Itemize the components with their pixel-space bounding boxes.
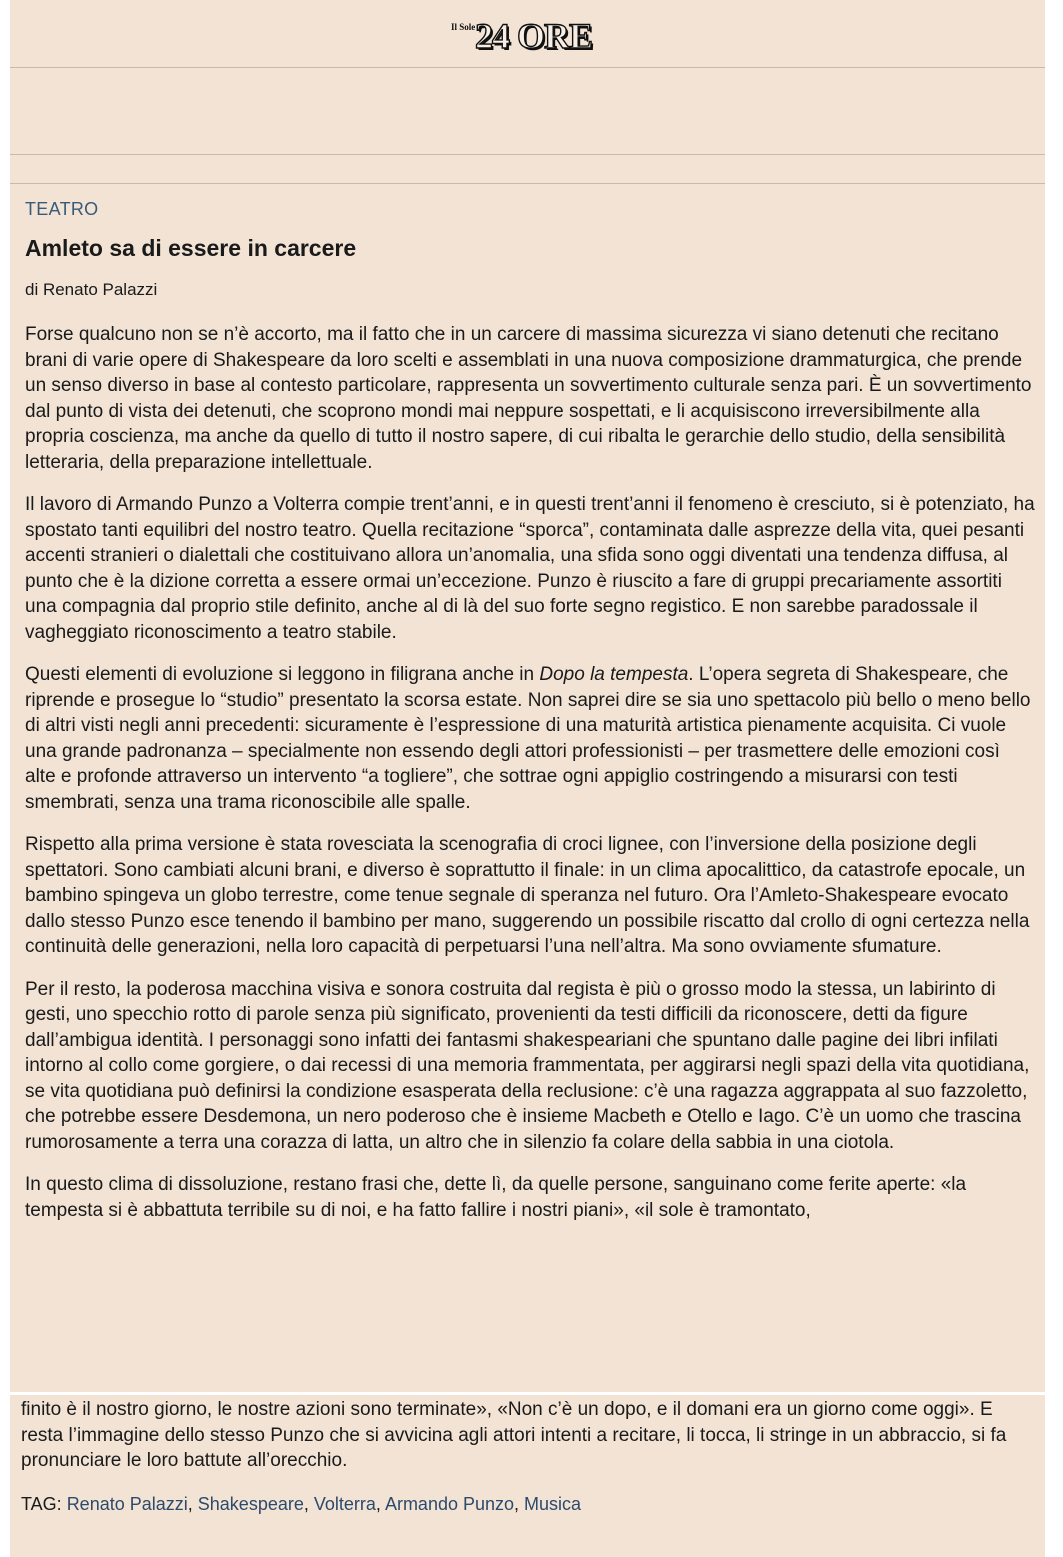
paragraph-4: Rispetto alla prima versione è stata rovesciata la scenografia di croci lignee, con l’inversione della posizione degli spettatori. Sono cambiati alcuni brani, e diverso è soprattutto il finale: in un clima apocalittico, da catastrofe epocale, un bambino spingeva un globo terrestre, come tenue segnale di speranza nel futuro. Ora l’Amleto-Shakespeare evocato dallo stesso Punzo esce tenendo il bambino per mano, suggerendo un possibile riscatto dal crollo di ogni certezza nella continuità delle generazioni, nella loro capacità di perpetuarsi l’una nell’altra. Ma sono ovviamente sfumature. xyxy=(25,834,1030,957)
paragraph-3 xyxy=(25,662,1035,815)
tag-link[interactable]: Musica xyxy=(524,1494,582,1514)
paragraph-1: Forse qualcuno non se n’è accorto, ma il fatto che in un carcere di massima sicurezza vi siano detenuti che recitano brani di varie opere di Shakespeare da loro scelti e assemblati in una nuova composizione drammaturgica, che prende un senso diverso in base al contesto particolare, rappresenta un sovvertimento culturale senza pari. È un sovvertimento dal punto di vista dei detenuti, che scoprono mondi mai neppure sospettati, e li acquisiscono irreversibilmente alla propria coscienza, ma anche da quello di tutto il nostro sapere, di cui ribalta le gerarchie dello studio, della sensibilità letteraria, della preparazione intellettuale. xyxy=(25,324,1032,473)
site-logo[interactable] xyxy=(451,14,631,58)
masthead xyxy=(10,0,1045,68)
paragraph-6-end: finito è il nostro giorno, le nostre azioni sono terminate», «Non c’è un dopo, e il domani era un giorno come oggi». E resta l’immagine dello stesso Punzo che si avvicina agli attori intenti a recitare, li tocca, li stringe in un abbraccio, si fa pronunciare le loro battute all’orecchio. xyxy=(21,1399,1007,1471)
section-label[interactable]: TEATRO xyxy=(25,199,99,219)
tag-link[interactable]: Renato Palazzi xyxy=(66,1494,188,1514)
tag-link[interactable]: Armando Punzo xyxy=(384,1494,515,1514)
byline: di Renato Palazzi xyxy=(25,280,158,299)
article-title: Amleto sa di essere in carcere xyxy=(25,235,357,261)
paragraph-3-text-b: . L’opera segreta di Shakespeare, che riprende e prosegue lo “studio” presentato la scorsa estate. Non saprei dire se sia uno spettacolo più bello o meno bello di altri visti negli anni precedenti: sicuramente è l’espressione di una maturità artistica pienamente acquisita. Ci vuole una grande padronanza – specialmente non essendo degli attori professionisti – per trasmettere delle emozioni così alte e profonde attraverso un intervento “a togliere”, che sottrae ogni appiglio costringendo a misurarsi con testi smembrati, senza una trama riconoscibile alle spalle. xyxy=(25,664,1031,813)
tag-list: TAG: Renato Palazzi, Shakespeare, Volterra, Armando Punzo, Musica xyxy=(21,1494,582,1514)
ad-banner-area xyxy=(10,68,1045,155)
divider xyxy=(10,183,1045,184)
tag-link[interactable]: Shakespeare xyxy=(197,1494,304,1514)
logo-small-text: Il Sole xyxy=(451,22,476,32)
paragraph-3-text-a: Questi elementi di evoluzione si leggono in filigrana anche in xyxy=(25,664,540,685)
paragraph-6-start: In questo clima di dissoluzione, restano frasi che, dette lì, da quelle persone, sanguinano come ferite aperte: «la tempesta si è abbattuta terribile su di noi, e ha fatto fallire i nostri piani», «il sole è tramontato, xyxy=(25,1174,967,1221)
tag-label: TAG: xyxy=(21,1494,62,1514)
logo-big-text: 24 ORE xyxy=(475,16,593,56)
article-body xyxy=(25,322,1035,1240)
paragraph-2: Il lavoro di Armando Punzo a Volterra compie trent’anni, e in questi trent’anni il fenomeno è cresciuto, si è potenziato, ha spostato tanti equilibri del nostro teatro. Quella recitazione “sporca”, contaminata dalle asprezze della vita, quei pesanti accenti stranieri o dialettali che costituivano allora un’anomalia, una sfida sono oggi diventati una tendenza diffusa, al punto che è la dizione corretta a essere ormai un’eccezione. Punzo è riuscito a fare di gruppi precariamente assortiti una compagnia dal proprio stile definito, anche al di là del suo forte segno registico. E non sarebbe paradossale il vagheggiato riconoscimento a teatro stabile. xyxy=(25,494,1035,643)
paragraph-5: Per il resto, la poderosa macchina visiva e sonora costruita dal regista è più o grosso modo la stessa, un labirinto di gesti, uno specchio rotto di parole senza più significato, provenienti da testi difficili da riconoscere, detti da figure dall’ambigua identità. I personaggi sono infatti dei fantasmi shakespeariani che spuntano dalle pagine dei libri infilati intorno al collo come gorgiere, o dai recessi di una memoria frammentata, per aggirarsi negli spazi della vita quotidiana, se vita quotidiana può definirsi la condizione esasperata della reclusione: c’è una ragazza aggrappata al suo fazzoletto, che potrebbe essere Desdemona, un nero poderoso che è insieme Macbeth e Otello e Iago. C’è un uomo che trascina rumorosamente a terra una corazza di latta, un altro che in silenzio fa colare della sabbia in una ciotola. xyxy=(25,978,1030,1153)
article-page xyxy=(10,0,1045,1392)
play-title: Dopo la tempesta xyxy=(539,664,689,685)
tag-link[interactable]: Volterra xyxy=(313,1494,376,1514)
article-page-continued xyxy=(10,1395,1045,1557)
